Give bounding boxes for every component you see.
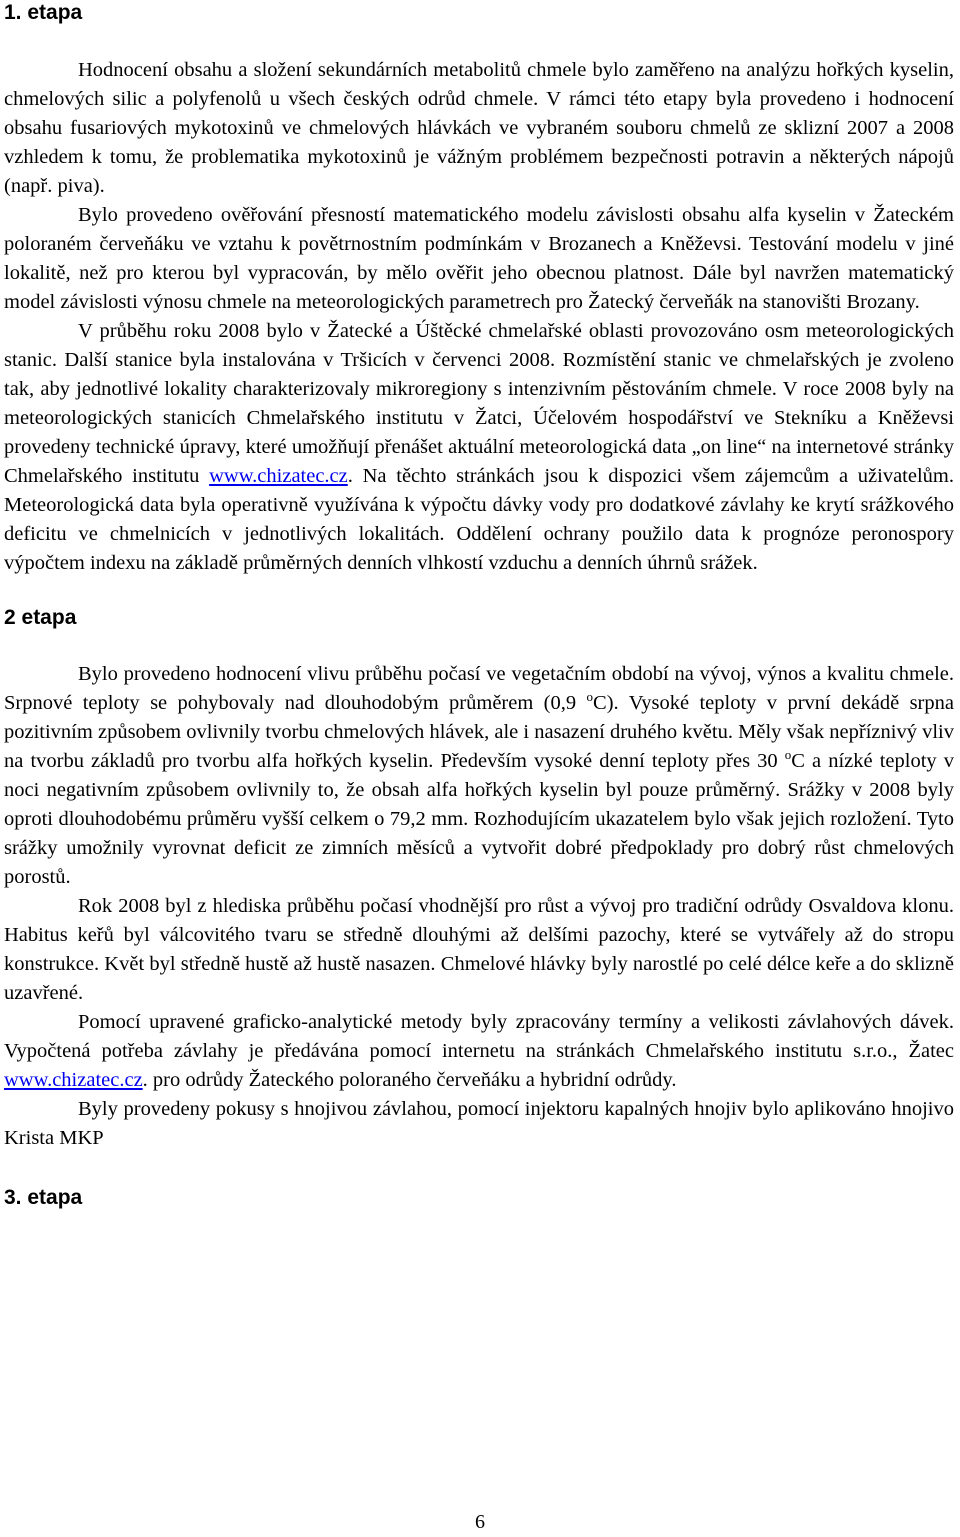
section-1-paragraph-3-text-a: V průběhu roku 2008 bylo v Žatecké a Úštěcké chmelařské oblasti provozováno osm meteorologických stanic. Další stanice byla instalována v Tršicích v červenci 2008. Rozmístění stanic ve chmelařských je zvoleno tak, aby jednotlivé lokality charakterizovaly mikroregiony s intenzivním pěstováním chmele. V roce 2008 byly na meteorologických stanicích Chmelařského institutu v Žatci, Účelovém hospodářství ve Stekníku a Kněževsi provedeny technické úpravy, které umožňují přenášet aktuální meteorologická data „on line“ na internetové stránky Chmelařského institutu xyxy=(4,320,954,487)
page-number: 6 xyxy=(475,1511,485,1533)
section-2-paragraph-2: Rok 2008 byl z hlediska průběhu počasí vhodnější pro růst a vývoj pro tradiční odrůdy Osvaldova klonu. Habitus keřů byl válcovitého tvaru se středně dlouhými až delšími pazochy, které se vytvářely až do stropu konstrukce. Květ byl středně hustě až hustě nasazen. Chmelové hlávky byly narostlé po celé délce keře a do sklizně uzavřené. xyxy=(4,895,954,1004)
degree-superscript: o xyxy=(586,689,594,705)
degree-superscript: o xyxy=(784,747,792,763)
section-1-heading: 1. etapa xyxy=(4,1,83,24)
document-page xyxy=(4,0,954,1211)
section-2-heading: 2 etapa xyxy=(4,606,77,629)
section-1-paragraph-2: Bylo provedeno ověřování přesností matematického modelu závislosti obsahu alfa kyselin v Žateckém poloraném červeňáku ve vztahu k povětrnostním podmínkám v Brozanech a Kněževsi. Testování modelu v jiné lokalitě, než pro kterou byl vypracován, by mělo ověřit jeho obecnou platnost. Dále byl navržen matematický model závislosti výnosu chmele na meteorologických parametrech pro Žatecký červeňák na stanovišti Brozany. xyxy=(4,204,954,313)
section-2-paragraph-3 xyxy=(4,1008,954,1095)
section-1-paragraph-1: Hodnocení obsahu a složení sekundárních metabolitů chmele bylo zaměřeno na analýzu hořkých kyselin, chmelových silic a polyfenolů u všech českých odrůd chmele. V rámci této etapy byla provedeno i hodnocení obsahu fusariových mykotoxinů ve chmelových hlávkách ve vybraném souboru chmelů ze sklizní 2007 a 2008 vzhledem k tomu, že problematika mykotoxinů je vážným problémem bezpečnosti potravin a některých nápojů (např. piva). xyxy=(4,59,954,197)
section-2-paragraph-4: Byly provedeny pokusy s hnojivou závlahou, pomocí injektoru kapalných hnojiv bylo aplikováno hnojivo Krista MKP xyxy=(4,1098,954,1149)
section-2-paragraph-1-text-a: Bylo provedeno hodnocení vlivu průběhu počasí ve vegetačním období na vývoj, výnos a kvalitu chmele. Srpnové teploty se pohybovaly nad dlouhodobým průměrem (0,9 xyxy=(4,663,954,714)
section-3-heading: 3. etapa xyxy=(4,1186,83,1209)
section-2-paragraph-1 xyxy=(4,660,954,892)
section-1-paragraph-3-text-b: . Na těchto stránkách jsou k dispozici všem zájemcům a uživatelům. Meteorologická data byla operativně využívána k výpočtu dávky vody pro dodatkové závlahy ke krytí srážkového deficitu ve chmelnicích v jednotlivých lokalitách. Oddělení ochrany použilo data k prognóze peronospory výpočtem indexu na základě průměrných denních vlhkostí vzduchu a denních úhrnů srážek. xyxy=(4,465,954,574)
chizatec-link[interactable]: www.chizatec.cz xyxy=(4,1069,143,1091)
section-2-paragraph-1-text-b: C). Vysoké teploty v první dekádě srpna pozitivním způsobem ovlivnily tvorbu chmelových hlávek, ale i nasazení druhého květu. Měly však nepříznivý vliv na tvorbu základů pro tvorbu alfa hořkých kyselin. Především vysoké denní teploty přes 30 xyxy=(4,692,954,772)
chizatec-link[interactable]: www.chizatec.cz xyxy=(209,465,348,487)
section-1-paragraph-3 xyxy=(4,317,954,578)
section-2-paragraph-3-text-b: . pro odrůdy Žateckého poloraného červeňáku a hybridní odrůdy. xyxy=(142,1069,677,1091)
section-1-body xyxy=(4,56,954,578)
section-2-paragraph-1-text-c: C a nízké teploty v noci negativním způsobem ovlivnily to, že obsah alfa hořkých kyselin byl pouze průměrný. Srážky v 2008 byly oproti dlouhodobému průměru vyšší celkem o 79,2 mm. Rozhodujícím ukazatelem bylo však jejich rozložení. Tyto srážky umožnily vyrovnat deficit ze zimních měsíců a vytvořit dobré předpoklady pro dobrý růst chmelových porostů. xyxy=(4,750,954,888)
section-2-paragraph-3-text-a: Pomocí upravené graficko-analytické metody byly zpracovány termíny a velikosti závlahových dávek. Vypočtená potřeba závlahy je předávána pomocí internetu na stránkách Chmelařského institutu s.r.o., Žatec xyxy=(4,1011,954,1062)
section-2-body xyxy=(4,660,954,1153)
